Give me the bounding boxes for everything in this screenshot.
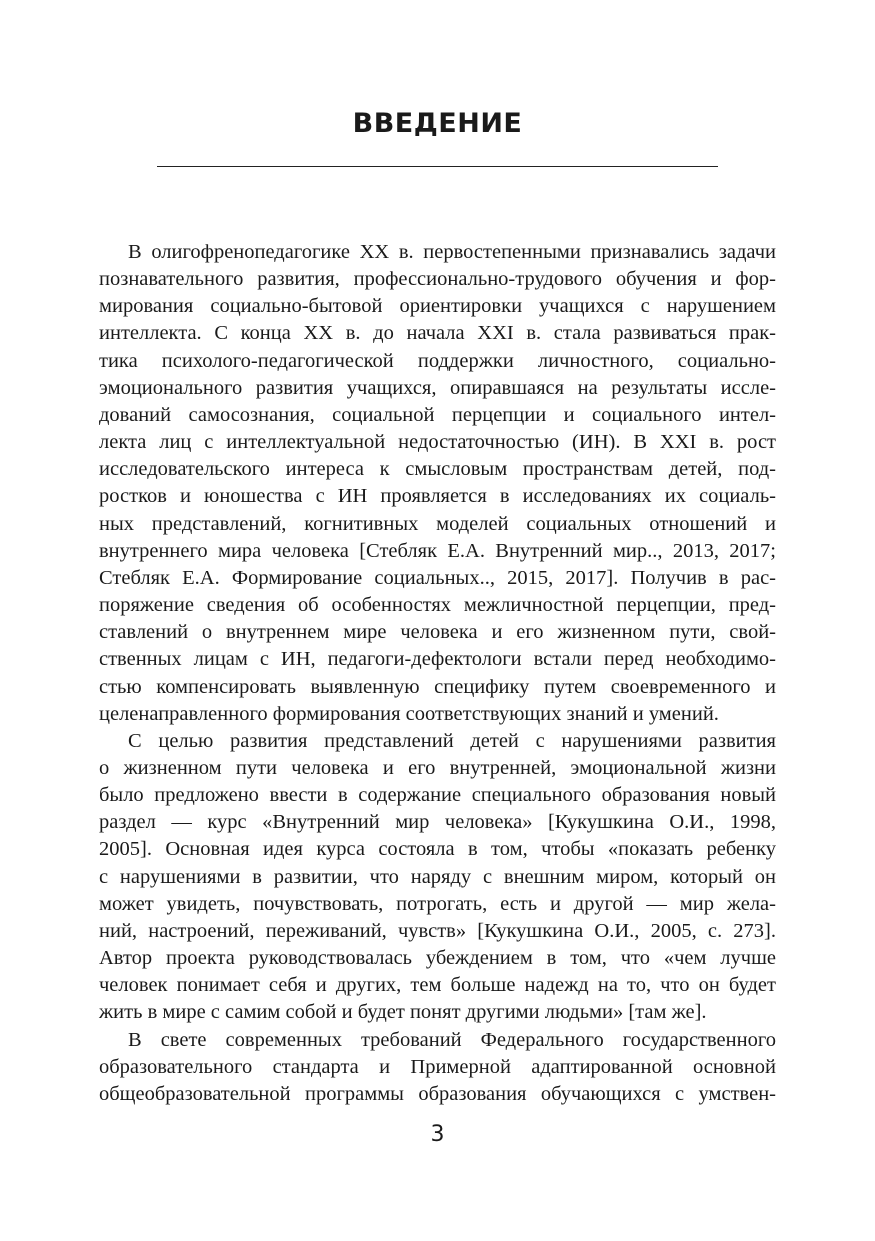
text-line: целенаправленного формирования соответствующих знаний и умений. — [99, 702, 719, 725]
paragraph — [99, 1027, 776, 1108]
text-line: В олигофренопедагогике XX в. первостепенными признавались задачи — [128, 241, 776, 263]
text-line: 2005]. Основная идея курса состояла в том, чтобы «показать ребенку — [99, 838, 776, 861]
text-line: С целью развития представлений детей с нарушениями развития — [128, 729, 776, 752]
text-line: познавательного развития, профессионально-трудового обучения и фор- — [99, 268, 776, 291]
text-line: было предложено ввести в содержание специального образования новый — [99, 784, 776, 807]
text-line: эмоционального развития учащихся, опиравшаяся на результаты иссле- — [99, 376, 776, 399]
text-line: жить в мире с самим собой и будет понят другими людьми» [там же]. — [99, 1001, 707, 1024]
text-line: интеллекта. С конца XX в. до начала XXI в. стала развиваться прак- — [99, 322, 776, 345]
text-line: ростков и юношества с ИН проявляется в исследованиях их социаль- — [99, 485, 776, 508]
paragraph — [99, 239, 776, 728]
text-line: поряжение сведения об особенностях межличностной перцепции, пред- — [99, 594, 776, 617]
text-line: стью компенсировать выявленную специфику путем своевременного и — [99, 675, 776, 698]
text-line: общеобразовательной программы образования обучающихся с умствен- — [99, 1082, 776, 1105]
text-line: ний, настроений, переживаний, чувств» [Кукушкина О.И., 2005, с. 273]. — [99, 919, 776, 942]
body-text — [99, 239, 776, 1108]
text-line: с нарушениями в развитии, что наряду с внешним миром, который он — [99, 865, 776, 888]
text-line: Автор проекта руководствовалась убеждением в том, что «чем лучше — [99, 947, 776, 970]
text-line: человек понимает себя и других, тем больше надежд на то, что он будет — [99, 974, 776, 997]
text-line: лекта лиц с интеллектуальной недостаточностью (ИН). В XXI в. рост — [99, 431, 776, 454]
text-line: исследовательского интереса к смысловым пространствам детей, под- — [99, 458, 776, 481]
text-line: тика психолого-педагогической поддержки личностного, социально- — [99, 349, 776, 372]
text-line: раздел — курс «Внутренний мир человека» [Кукушкина О.И., 1998, — [99, 811, 776, 834]
paragraph — [99, 728, 776, 1027]
title-divider — [157, 166, 718, 167]
page-number: 3 — [430, 1122, 445, 1147]
page-title: ВВЕДЕНИЕ — [352, 108, 523, 139]
text-line: ных представлений, когнитивных моделей социальных отношений и — [99, 512, 776, 535]
text-line: мирования социально-бытовой ориентировки учащихся с нарушением — [99, 295, 776, 318]
text-line: может увидеть, почувствовать, потрогать, есть и другой — мир жела- — [99, 892, 776, 915]
text-line: Стебляк Е.А. Формирование социальных.., 2015, 2017]. Получив в рас- — [99, 566, 776, 589]
text-line: ственных лицам с ИН, педагоги-дефектологи встали перед необходимо- — [99, 648, 776, 671]
text-line: дований самосознания, социальной перцепции и социального интел- — [99, 403, 776, 426]
text-line: образовательного стандарта и Примерной адаптированной основной — [99, 1055, 776, 1078]
text-line: о жизненном пути человека и его внутренней, эмоциональной жизни — [99, 756, 776, 779]
text-line: В свете современных требований Федерального государственного — [128, 1028, 776, 1051]
text-line: внутреннего мира человека [Стебляк Е.А. Внутренний мир.., 2013, 2017; — [99, 539, 776, 562]
text-line: ставлений о внутреннем мире человека и его жизненном пути, свой- — [99, 621, 776, 644]
